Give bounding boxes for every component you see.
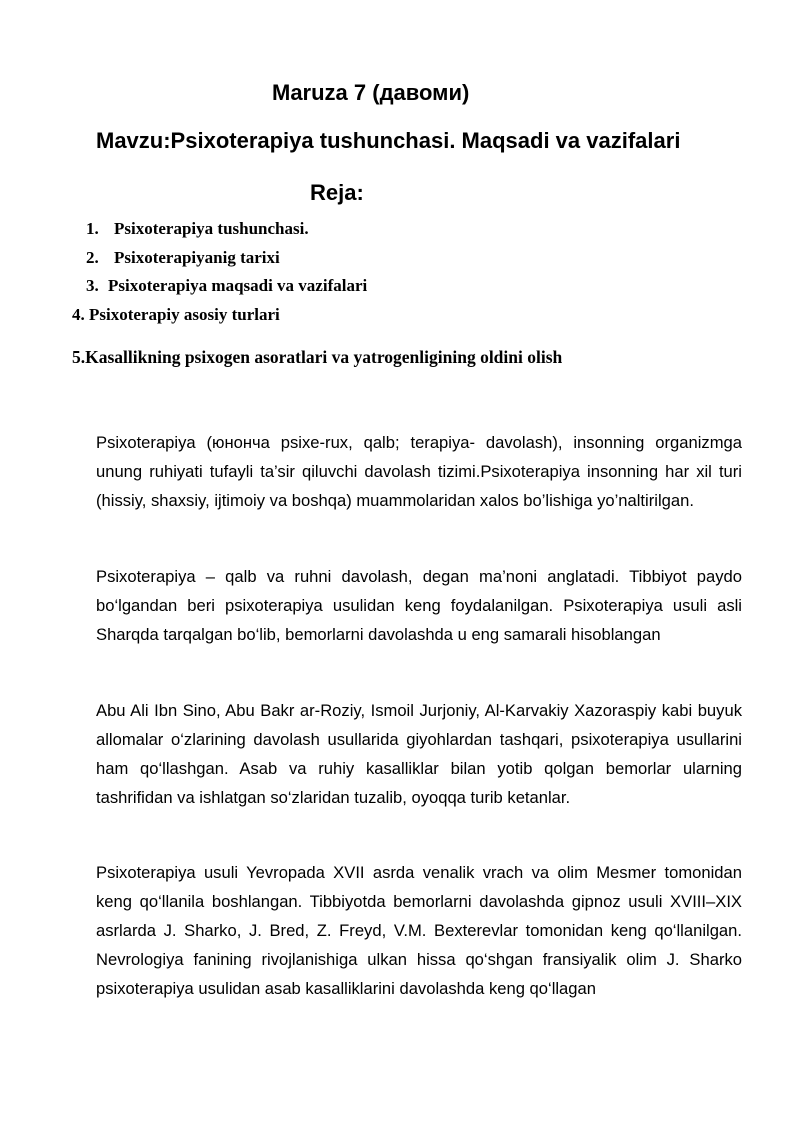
plan-heading: Reja: [310, 180, 364, 205]
plan-item [86, 219, 309, 239]
body-paragraph: Abu Ali Ibn Sino, Abu Bakr ar-Roziy, Ismoil Jurjoniy, Al-Karvakiy Xazoraspiy kabi buyuk allomalar o‘zlarining davolash usullarida giyohlardan tashqari, psixoterapiya usullarini ham qo‘llashgan. Asab va ruhiy kasalliklar bilan yotib qolgan bemorlar ularning tashrifidan va ishlatgan so‘zlaridan tuzalib, oyoqqa turib ketanlar. [96, 701, 742, 807]
plan-item-number: 1. [86, 219, 99, 238]
plan-item-text: Kasallikning psixogen asoratlari va yatrogenligining oldini olish [85, 347, 563, 367]
plan-item-text: Psixoterapiya tushunchasi. [114, 219, 309, 238]
body-paragraph: Psixoterapiya – qalb va ruhni davolash, degan ma’noni anglatadi. Tibbiyot paydo bo‘lgandan beri psixoterapiya usulidan keng foydalanilgan. Psixoterapiya usuli asli Sharqda tarqalgan bo‘lib, bemorlarni davolashda u eng samarali hisoblangan [96, 567, 742, 644]
plan-item [86, 276, 367, 296]
body-paragraph: Psixoterapiya usuli Yevropada XVII asrda venalik vrach va olim Mesmer tomonidan keng qo‘llanila boshlangan. Tibbiyotda bemorlarni davolashda gipnoz usuli XVIII–XIX asrlarda J. Sharko, J. Bred, Z. Freyd, V.M. Bexterevlar tomonidan keng qo‘llanilgan. Nevrologiya fanining rivojlanishiga ulkan hissa qo‘shgan fransiyalik olim J. Sharko psixoterapiya usulidan asab kasalliklarini davolashda keng qo‘llagan [96, 863, 742, 998]
plan-item [72, 347, 562, 368]
topic-title: Mavzu:Psixoterapiya tushunchasi. Maqsadi va vazifalari [96, 128, 681, 153]
plan-item-text: Psixoterapiyanig tarixi [114, 248, 280, 267]
plan-item [86, 248, 280, 268]
plan-item-text: Psixoterapiy asosiy turlari [89, 305, 280, 324]
plan-item-number: 2. [86, 248, 99, 267]
plan-item [72, 305, 280, 325]
plan-item-number: 3. [86, 276, 99, 295]
lecture-title: Maruza 7 (давоми) [272, 80, 470, 105]
plan-item-text: Psixoterapiya maqsadi va vazifalari [108, 276, 368, 295]
plan-item-number: 5. [72, 347, 86, 367]
body-paragraph: Psixoterapiya (юнонча psixe-rux, qalb; terapiya- davolash), insonning organizmga unung ruhiyati tufayli ta’sir qiluvchi davolash tizimi.Psixoterapiya insonning har xil turi (hissiy, shaxsiy, ijtimoiy va boshqa) muammolaridan xalos bo’lishiga yo’naltirilgan. [96, 433, 742, 510]
plan-item-number: 4. [72, 305, 85, 324]
